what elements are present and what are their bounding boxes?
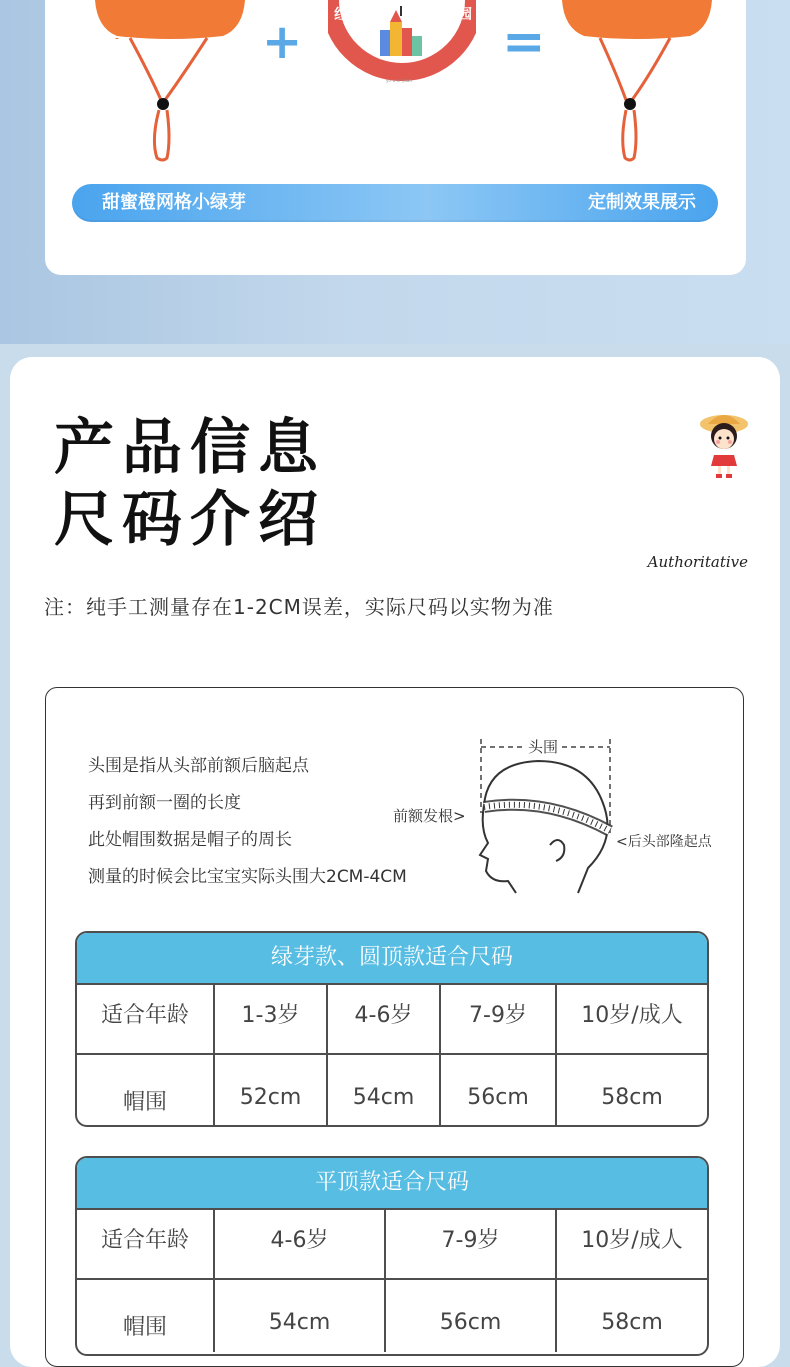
- head-circumference-label: 头围: [525, 736, 561, 757]
- table-cell: 适合年龄: [77, 1210, 215, 1278]
- table-cell: 54cm: [215, 1280, 386, 1352]
- equals-sign: =: [502, 12, 546, 72]
- measure-desc-line: 测量的时候会比宝宝实际头围大2CM-4CM: [88, 867, 407, 887]
- authoritative-script: Authoritative: [647, 553, 748, 571]
- table-row-age: [77, 985, 707, 1055]
- measure-desc-line: 头围是指从头部前额后脑起点: [88, 756, 309, 776]
- table-title: 绿芽款、圆顶款适合尺码: [77, 933, 707, 985]
- badge-char-left: 红: [334, 7, 348, 23]
- measure-desc-line: 此处帽围数据是帽子的周长: [88, 830, 292, 850]
- table-row-circumference: [77, 1055, 707, 1127]
- hat-right-image: [562, 0, 712, 165]
- table-cell: 58cm: [601, 1310, 663, 1335]
- table-cell: 56cm: [441, 1055, 557, 1127]
- table-row-circumference: [77, 1280, 707, 1352]
- size-table-sprout-dome: [75, 931, 709, 1127]
- title-size-intro: 尺码介绍: [54, 485, 326, 555]
- forehead-hairline-label: 前额发根>: [393, 807, 466, 825]
- hat-left-image: [95, 0, 245, 165]
- table-cell: 7-9岁: [386, 1210, 557, 1278]
- cartoon-girl-illustration: [698, 412, 750, 480]
- table-cell: 帽围: [77, 1055, 215, 1127]
- table-cell: 4-6岁: [215, 1210, 386, 1278]
- table-cell: 7-9岁: [441, 985, 557, 1053]
- badge-ring-text: HONG LIAN YOU ER YUAN: [348, 90, 454, 110]
- table-row-age: [77, 1210, 707, 1280]
- table-cell: 56cm: [386, 1280, 557, 1352]
- table-cell: 10岁/成人: [581, 1003, 683, 1028]
- table-cell: 1-3岁: [215, 985, 328, 1053]
- table-cell: 54cm: [328, 1055, 441, 1127]
- plus-sign: +: [262, 14, 303, 70]
- table-cell: 适合年龄: [77, 985, 215, 1053]
- badge-char-right: 园: [458, 7, 472, 23]
- svg-text:yo`u er yuan: yo`u er yuan: [386, 78, 412, 83]
- table-cell: 52cm: [215, 1055, 328, 1127]
- title-product-info: 产品信息: [54, 413, 326, 483]
- table-cell: 4-6岁: [328, 985, 441, 1053]
- table-cell: 10岁/成人: [581, 1228, 683, 1253]
- occipital-label: <后头部隆起点: [616, 834, 712, 850]
- table-title: 平顶款适合尺码: [77, 1158, 707, 1210]
- size-table-flat-top: [75, 1156, 709, 1356]
- measure-desc-line: 再到前额一圈的长度: [88, 793, 241, 813]
- measurement-note: 注：纯手工测量存在1-2CM误差，实际尺码以实物为准: [44, 595, 554, 619]
- svg-text:幼 儿 园: 幼 儿 园: [383, 65, 413, 74]
- table-cell: 58cm: [601, 1085, 663, 1110]
- banner-product-name: 甜蜜橙网格小绿芽: [102, 192, 246, 213]
- effect-banner: [72, 184, 718, 222]
- banner-effect-label: 定制效果展示: [588, 192, 696, 213]
- table-cell: 帽围: [77, 1280, 215, 1352]
